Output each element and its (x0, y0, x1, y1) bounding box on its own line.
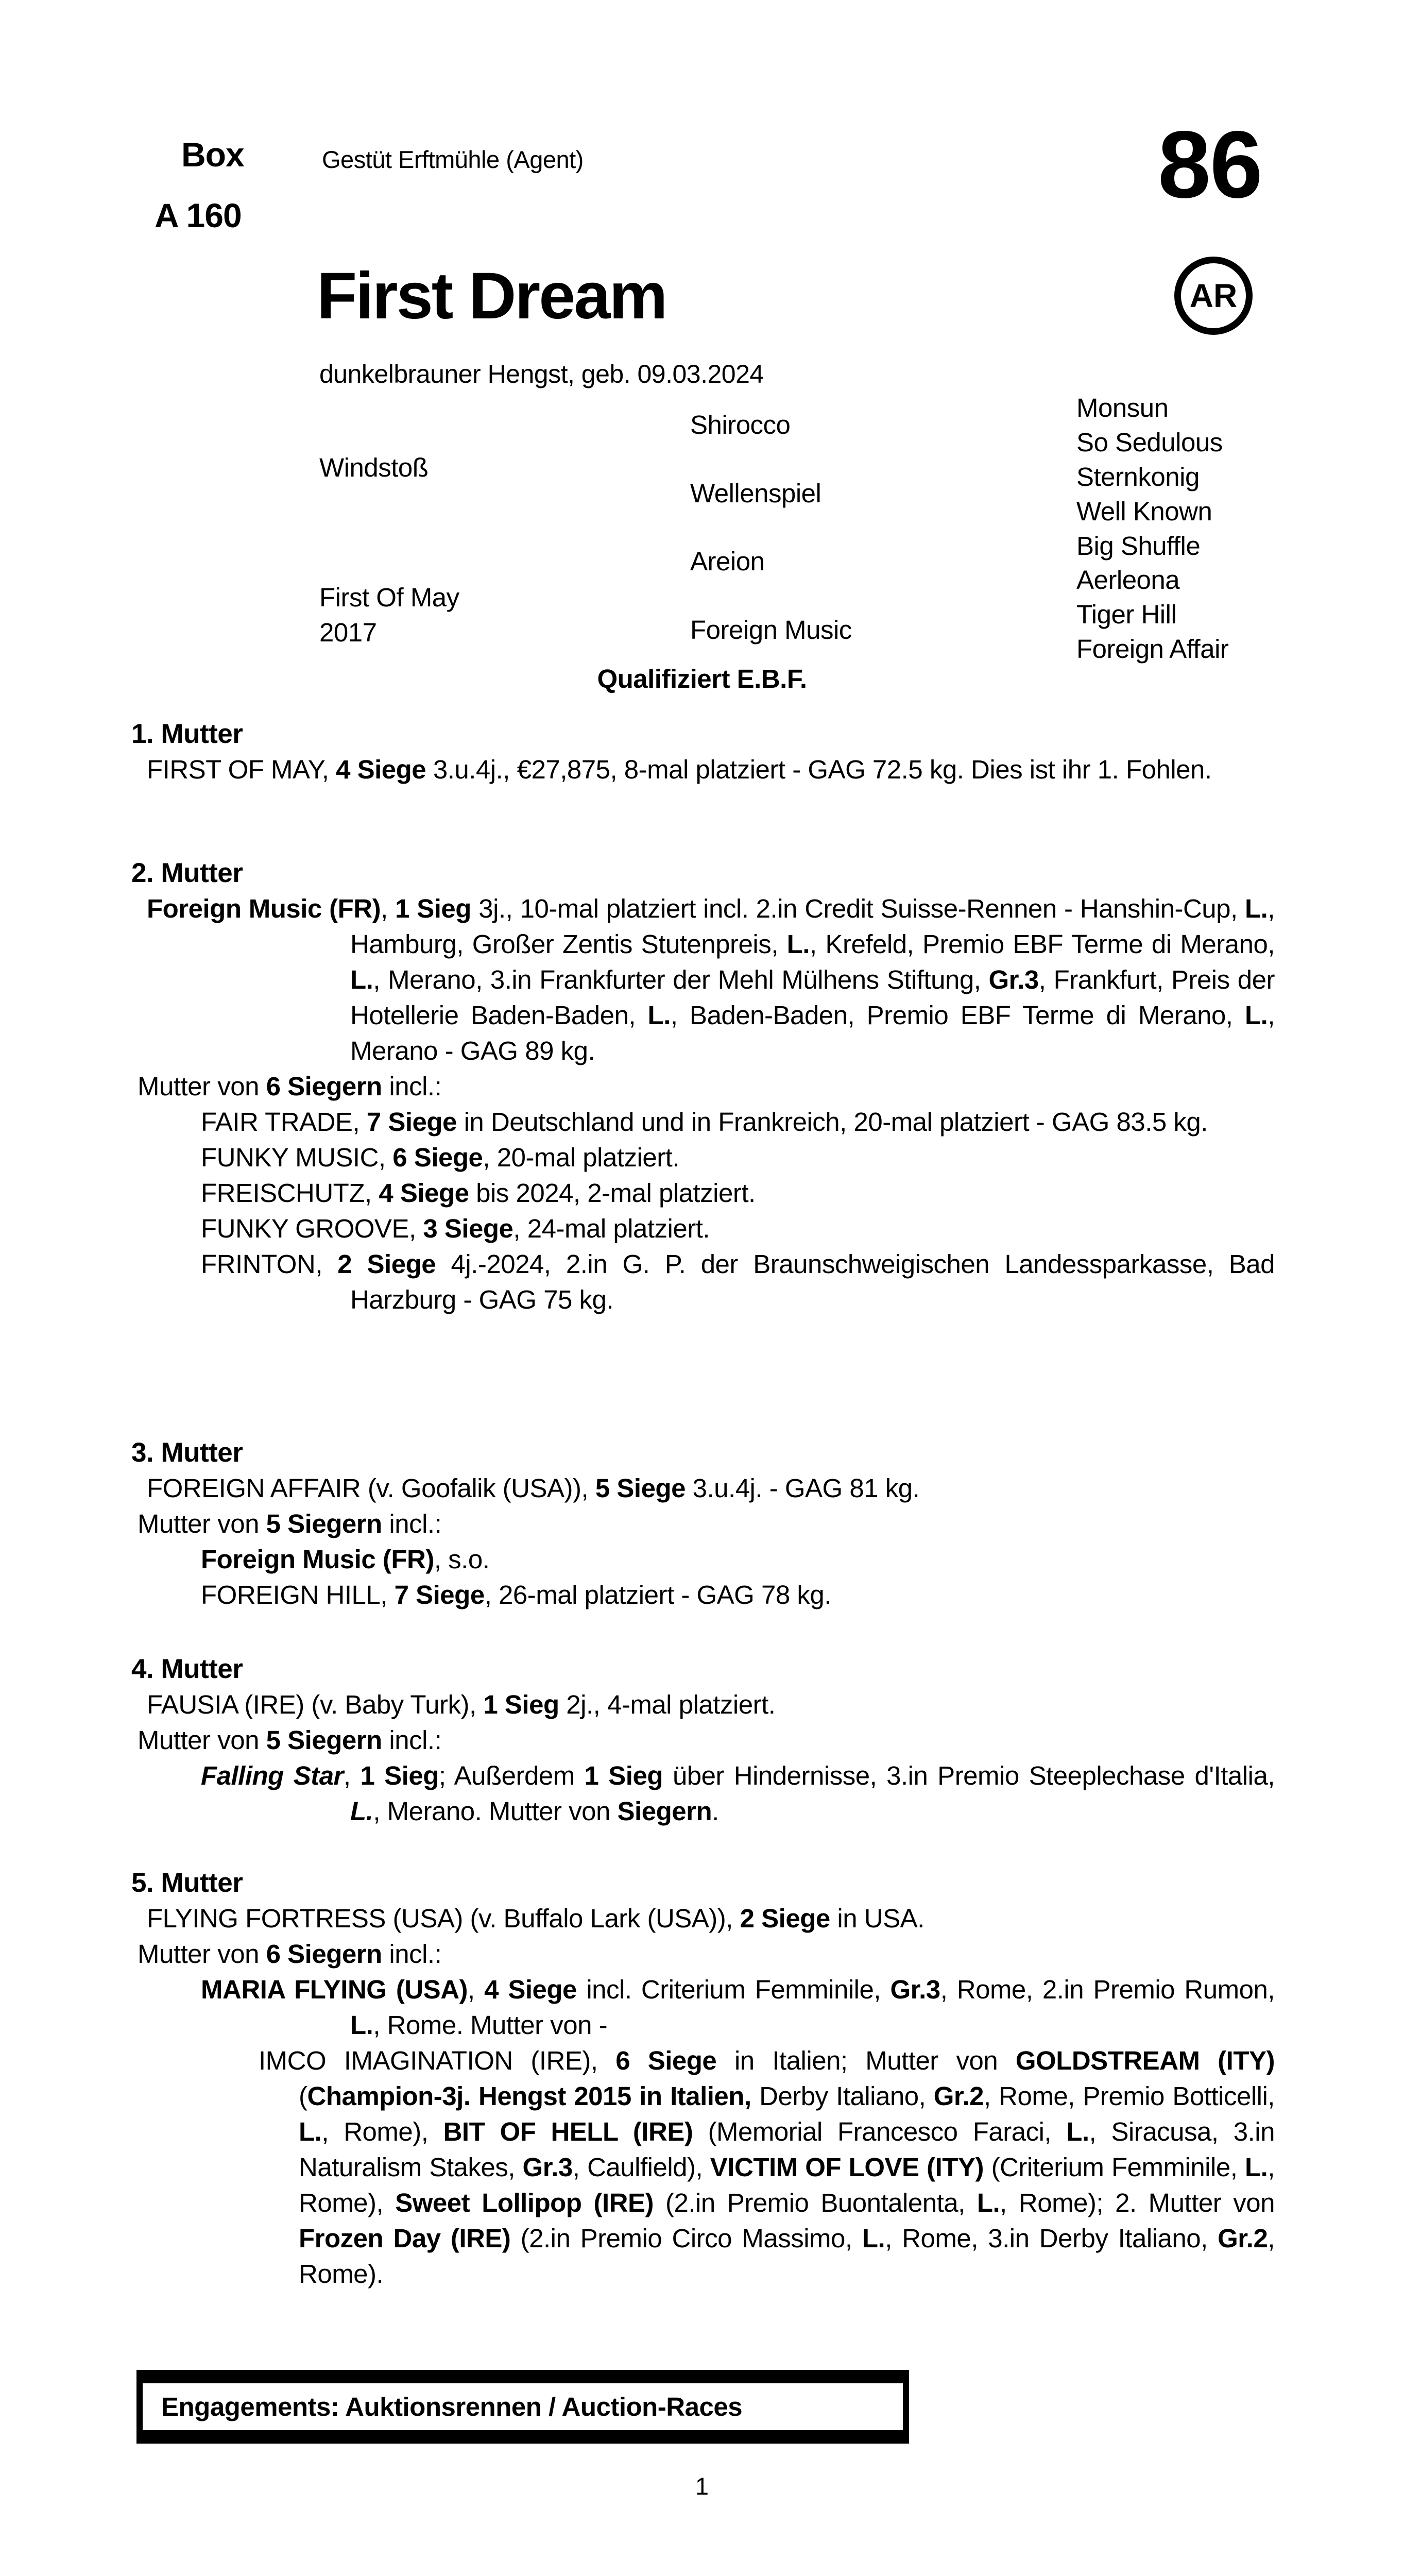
section-3-mutter (131, 1435, 1275, 1613)
pedigree-sire-name: Windstoß (319, 453, 429, 482)
pedigree-text-paragraph: FOREIGN HILL, 7 Siege, 26-mal platziert - GAG 78 kg. (201, 1580, 831, 1609)
pedigree-text-paragraph: FUNKY GROOVE, 3 Siege, 24-mal platziert. (201, 1214, 710, 1243)
pedigree-text-paragraph: FOREIGN AFFAIR (v. Goofalik (USA)), 5 Siege 3.u.4j. - GAG 81 kg. (147, 1473, 920, 1503)
pedigree-gen2-name: Foreign Music (690, 615, 852, 645)
pedigree-text-paragraph: FAUSIA (IRE) (v. Baby Turk), 1 Sieg 2j., 4-mal platziert. (147, 1690, 776, 1719)
pedigree-gen3-name: Well Known (1076, 497, 1212, 526)
pedigree-text-paragraph: Falling Star, 1 Sieg; Außerdem 1 Sieg über Hindernisse, 3.in Premio Steeplechase d'Italia, L., Merano. Mutter von Siegern. (201, 1761, 1275, 1826)
pedigree-gen2-name: Areion (690, 547, 765, 576)
page-number: 1 (695, 2472, 709, 2500)
section-heading: 5. Mutter (131, 1868, 243, 1898)
lot-number: 86 (1158, 112, 1262, 218)
ar-stamp-badge (1174, 257, 1253, 335)
pedigree-dam-year: 2017 (319, 618, 377, 647)
box-code: A 160 (155, 196, 242, 234)
pedigree-text-paragraph: FAIR TRADE, 7 Siege in Deutschland und in Frankreich, 20-mal platziert - GAG 83.5 kg. (201, 1107, 1208, 1137)
pedigree-dam-name: First Of May (319, 583, 459, 612)
ebf-qualifier: Qualifiziert E.B.F. (597, 664, 807, 693)
pedigree-text-paragraph: MARIA FLYING (USA), 4 Siege incl. Criterium Femminile, Gr.3, Rome, 2.in Premio Rumon, L., Rome. Mutter von - (201, 1975, 1275, 2040)
pedigree-text-paragraph: Mutter von 6 Siegern incl.: (138, 1072, 442, 1101)
pedigree-gen3-name: Foreign Affair (1076, 634, 1229, 664)
pedigree-text-paragraph: Foreign Music (FR), s.o. (201, 1545, 490, 1574)
pedigree-gen3-name: Tiger Hill (1076, 600, 1177, 629)
section-heading: 3. Mutter (131, 1437, 243, 1468)
section-heading: 2. Mutter (131, 858, 243, 888)
section-heading: 1. Mutter (131, 719, 243, 749)
pedigree-text-paragraph: FLYING FORTRESS (USA) (v. Buffalo Lark (USA)), 2 Siege in USA. (147, 1904, 924, 1933)
pedigree-text-paragraph: FIRST OF MAY, 4 Siege 3.u.4j., €27,875, 8-mal platziert - GAG 72.5 kg. Dies ist ihr 1. Fohlen. (147, 755, 1212, 784)
horse-description: dunkelbrauner Hengst, geb. 09.03.2024 (319, 360, 764, 388)
pedigree-gen2-name: Wellenspiel (690, 479, 821, 508)
pedigree-gen3-name: So Sedulous (1076, 428, 1223, 457)
pedigree-text-paragraph: Mutter von 5 Siegern incl.: (138, 1509, 442, 1538)
horse-name-title: First Dream (317, 259, 666, 333)
pedigree-text-paragraph: Foreign Music (FR), 1 Sieg 3j., 10-mal platziert incl. 2.in Credit Suisse-Rennen - Hanshin-Cup, L., Hamburg, Großer Zentis Stutenpreis, L., Krefeld, Premio EBF Terme di Merano, L., Merano, 3.in Frankfurter der Mehl Mülhens Stiftung, Gr.3, Frankfurt, Preis der Hotellerie Baden-Baden, L., Baden-Baden, Premio EBF Terme di Merano, L., Merano - GAG 89 kg. (147, 894, 1275, 1065)
section-1-mutter (131, 716, 1275, 787)
pedigree-text-paragraph: FREISCHUTZ, 4 Siege bis 2024, 2-mal platziert. (201, 1178, 756, 1208)
engagements-label: Engagements: Auktionsrennen / Auction-Races (161, 2392, 743, 2421)
engagements-box (136, 2370, 909, 2444)
box-label: Box (181, 135, 244, 174)
ar-badge-text: AR (1189, 277, 1238, 314)
section-heading: 4. Mutter (131, 1654, 243, 1684)
section-4-mutter (131, 1651, 1275, 1829)
section-5-mutter (131, 1865, 1275, 2292)
pedigree-gen2-name: Shirocco (690, 410, 791, 439)
pedigree-text-paragraph: FRINTON, 2 Siege 4j.-2024, 2.in G. P. der Braunschweigischen Landessparkasse, Bad Harzburg - GAG 75 kg. (201, 1249, 1275, 1314)
pedigree-gen3-name: Aerleona (1076, 565, 1180, 595)
consignor-name: Gestüt Erftmühle (Agent) (322, 146, 584, 173)
section-2-mutter (131, 855, 1275, 1317)
pedigree-text-paragraph: FUNKY MUSIC, 6 Siege, 20-mal platziert. (201, 1143, 680, 1172)
pedigree-gen3-name: Monsun (1076, 393, 1169, 422)
pedigree-gen3-name: Sternkonig (1076, 462, 1200, 492)
pedigree-text-paragraph: IMCO IMAGINATION (IRE), 6 Siege in Italien; Mutter von GOLDSTREAM (ITY) (Champion-3j. Hengst 2015 in Italien, Derby Italiano, Gr.2, Rome, Premio Botticelli, L., Rome), BIT OF HELL (IRE) (Memorial Francesco Faraci, L., Siracusa, 3.in Naturalism Stakes, Gr.3, Caulfield), VICTIM OF LOVE (ITY) (Criterium Femminile, L., Rome), Sweet Lollipop (IRE) (2.in Premio Buontalenta, L., Rome); 2. Mutter von Frozen Day (IRE) (2.in Premio Circo Massimo, L., Rome, 3.in Derby Italiano, Gr.2, Rome). (259, 2046, 1275, 2289)
pedigree-text-paragraph: Mutter von 5 Siegern incl.: (138, 1725, 442, 1755)
pedigree-gen3-name: Big Shuffle (1076, 531, 1201, 561)
pedigree-text-paragraph: Mutter von 6 Siegern incl.: (138, 1939, 442, 1969)
